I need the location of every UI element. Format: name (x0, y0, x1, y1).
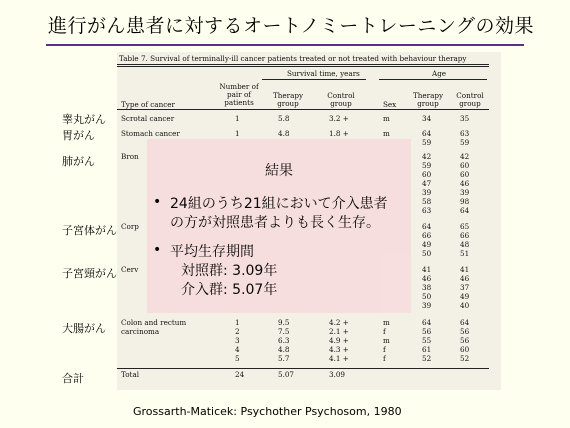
table-cell-t: 7.5 (278, 327, 290, 336)
header-age-therapy-line1: Therapy (412, 91, 444, 100)
table-cell-type: Stomach cancer (121, 129, 180, 138)
header-pairs-line2: pair of (227, 90, 251, 99)
table-cell-sex: m (383, 318, 390, 327)
table-cell-at: 50 (422, 249, 432, 258)
table-cell-at: 38 (422, 283, 432, 292)
table-cell-at: 49 (422, 240, 432, 249)
table-cell-n: 2 (235, 327, 240, 336)
header-rule-bottom (117, 109, 489, 110)
table-cell-type: Scrotal cancer (121, 114, 175, 123)
table-cell-n: 1 (235, 129, 240, 138)
citation: Grossarth-Maticek: Psychother Psychosom, 1980 (133, 405, 402, 418)
total-rule (117, 368, 489, 369)
table-cell-c: 4.2 + (329, 318, 349, 327)
table-cell-c: 4.9 + (329, 336, 349, 345)
table-cell-sex: f (383, 354, 386, 363)
label-stomach-cancer: 胃がん (62, 129, 95, 142)
table-cell-type: Bron (121, 152, 139, 161)
header-age-control (451, 92, 489, 108)
table-cell-at: 59 (422, 138, 432, 147)
table-cell-ac: 48 (460, 240, 470, 249)
table-cell-sex: f (383, 345, 386, 354)
result-point1-line1: 24組のうち21組において介入患者 (170, 196, 388, 212)
table-cell-ac: 49 (460, 292, 470, 301)
result-point1-line2: の方が対照患者よりも長く生存。 (170, 215, 380, 231)
table-cell-t: 5.07 (278, 370, 295, 379)
table-cell-ac: 35 (460, 114, 470, 123)
label-lung-cancer: 肺がん (62, 155, 95, 168)
table-cell-ac: 66 (460, 231, 470, 240)
header-age-therapy-line2: group (417, 99, 439, 108)
table-cell-n: 5 (235, 354, 240, 363)
table-cell-ac: 65 (460, 222, 470, 231)
header-therapy-line2: group (277, 99, 299, 108)
header-age-therapy (409, 92, 447, 108)
table-cell-ac: 41 (460, 265, 470, 274)
table-cell-at: 50 (422, 292, 432, 301)
table-cell-sex: m (383, 336, 390, 345)
table-rule-top2 (117, 66, 489, 67)
header-pairs-line3: patients (224, 98, 254, 107)
label-cervical-cancer: 子宮頸がん (62, 267, 117, 280)
table-cell-at: 47 (422, 179, 432, 188)
table-cell-c: 1.8 + (329, 129, 349, 138)
header-age-control-line2: group (459, 99, 481, 108)
table-cell-at: 59 (422, 161, 432, 170)
header-control-line2: group (330, 99, 352, 108)
label-scrotal-cancer: 睾丸がん (62, 113, 106, 126)
table-cell-at: 41 (422, 265, 432, 274)
header-age-control-line1: Control (456, 91, 484, 100)
table-cell-at: 66 (422, 231, 432, 240)
table-cell-at: 56 (422, 327, 432, 336)
title-underline (46, 44, 524, 46)
result-control-mean: 対照群: 3.09年 (181, 263, 278, 279)
table-cell-at: 42 (422, 152, 432, 161)
label-colon-cancer: 大腸がん (62, 322, 106, 335)
table-cell-ac: 59 (460, 138, 470, 147)
header-control-line1: Control (327, 91, 355, 100)
table-cell-sex: f (383, 327, 386, 336)
table-cell-t: 4.8 (278, 345, 290, 354)
result-point2-heading: 平均生存期間 (170, 244, 254, 260)
table-cell-at: 64 (422, 318, 432, 327)
table-cell-t: 9.5 (278, 318, 290, 327)
table-cell-c: 2.1 + (329, 327, 349, 336)
table-cell-c: 3.09 (329, 370, 346, 379)
table-cell-sex: m (383, 129, 390, 138)
table-cell-at: 60 (422, 170, 432, 179)
table-cell-at: 39 (422, 301, 432, 310)
header-rule-survival (262, 79, 366, 80)
table-cell-type: Total (121, 370, 140, 379)
table-cell-t: 5.7 (278, 354, 290, 363)
table-cell-ac: 60 (460, 161, 470, 170)
label-uterine-body-cancer: 子宮体がん (62, 224, 117, 237)
table-cell-at: 46 (422, 274, 432, 283)
table-cell-n: 24 (235, 370, 245, 379)
header-sex: Sex (383, 100, 397, 109)
slide-title: 進行がん患者に対するオートノミートレーニングの効果 (48, 15, 534, 37)
header-therapy (269, 92, 307, 108)
header-therapy-line1: Therapy (272, 91, 304, 100)
table-rule-top (117, 64, 489, 65)
table-cell-ac: 56 (460, 336, 470, 345)
results-box (147, 139, 411, 313)
table-cell-n: 4 (235, 345, 240, 354)
header-age: Age (432, 69, 447, 78)
table-cell-at: 64 (422, 129, 432, 138)
table-cell-type: carcinoma (121, 327, 160, 336)
table-cell-t: 5.8 (278, 114, 290, 123)
header-control (322, 92, 360, 108)
table-cell-ac: 63 (460, 129, 470, 138)
table-cell-at: 52 (422, 354, 432, 363)
bullet-2: • (153, 242, 162, 258)
table-cell-ac: 40 (460, 301, 470, 310)
header-pairs (215, 83, 263, 107)
header-rule-age (379, 79, 487, 80)
header-pairs-line1: Number of (219, 82, 259, 91)
table-cell-at: 55 (422, 336, 432, 345)
table-cell-at: 34 (422, 114, 432, 123)
table-cell-ac: 51 (460, 249, 470, 258)
table-cell-at: 64 (422, 222, 432, 231)
table-cell-ac: 46 (460, 274, 470, 283)
table-cell-c: 3.2 + (329, 114, 349, 123)
results-heading: 結果 (265, 163, 293, 179)
table-cell-ac: 60 (460, 170, 470, 179)
table-cell-ac: 39 (460, 188, 470, 197)
table-cell-type: Corp (121, 222, 139, 231)
table-cell-t: 4.8 (278, 129, 290, 138)
table-cell-ac: 42 (460, 152, 470, 161)
table-cell-sex: m (383, 114, 390, 123)
header-survival-time: Survival time, years (287, 69, 360, 78)
bullet-1: • (153, 194, 162, 210)
table-cell-ac: 60 (460, 345, 470, 354)
table-cell-at: 61 (422, 345, 432, 354)
table-cell-n: 1 (235, 318, 240, 327)
label-total: 合計 (62, 372, 84, 385)
table-cell-type: Cerv (121, 265, 139, 274)
table-cell-c: 4.1 + (329, 354, 349, 363)
table-cell-ac: 46 (460, 179, 470, 188)
table-cell-ac: 52 (460, 354, 470, 363)
table-cell-type: Colon and rectum (121, 318, 187, 327)
table-cell-ac: 64 (460, 318, 470, 327)
table-cell-n: 1 (235, 114, 240, 123)
header-type: Type of cancer (121, 100, 175, 109)
table-cell-at: 58 (422, 197, 432, 206)
table-cell-at: 39 (422, 188, 432, 197)
table-cell-ac: 64 (460, 206, 470, 215)
table-cell-ac: 56 (460, 327, 470, 336)
table-cell-at: 63 (422, 206, 432, 215)
table-caption: Table 7. Survival of terminally-ill cancer patients treated or not treated with behaviour therapy (119, 54, 467, 63)
table-cell-c: 4.3 + (329, 345, 349, 354)
table-cell-ac: 37 (460, 283, 470, 292)
table-cell-n: 3 (235, 336, 240, 345)
result-intervention-mean: 介入群: 5.07年 (181, 282, 278, 298)
table-cell-ac: 98 (460, 197, 470, 206)
table-cell-t: 6.3 (278, 336, 290, 345)
